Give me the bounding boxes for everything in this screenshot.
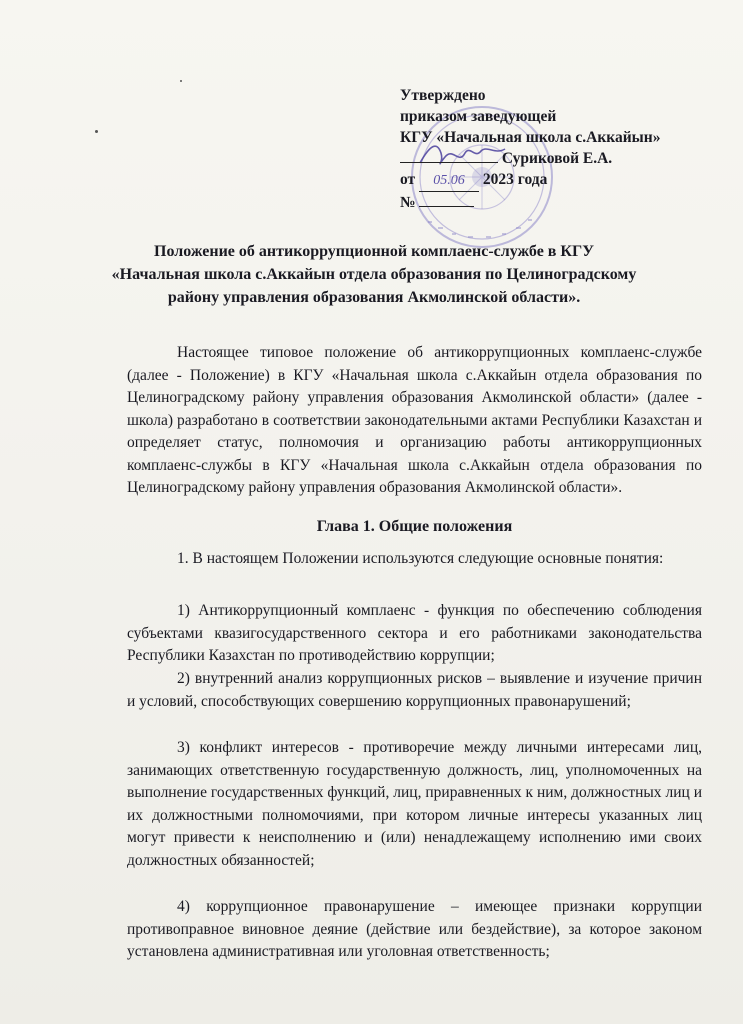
approval-block <box>400 85 720 213</box>
chapter-heading: Глава 1. Общие положения <box>316 518 513 535</box>
date-suffix: 2023 года <box>482 171 548 188</box>
approval-organization: КГУ «Начальная школа с.Аккайын» <box>400 129 661 146</box>
document-title <box>90 240 658 309</box>
definition-3: 3) конфликт интересов - противоречие между личными интересами лиц, занимающих ответственную государственную должность, лиц, уполномоченных на выполнение государственных функций, лиц, приравненных к ним, должностных лиц и их должностными полномочиями, при котором личные интересы указанных лиц могут привести к неисполнению и (или) ненадлежащему исполнению ими своих должностных обязанностей; <box>127 739 702 869</box>
scan-speck <box>95 130 98 133</box>
approval-approved: Утверждено <box>400 87 486 104</box>
title-line-1: Положение об антикоррупционной комплаенс-службе в КГУ <box>154 243 594 260</box>
approval-signer: Суриковой Е.А. <box>501 150 613 167</box>
clause-1: 1. В настоящем Положении используются следующие основные понятия: <box>177 550 664 567</box>
approval-number-line <box>400 192 720 213</box>
date-prefix: от <box>400 171 416 188</box>
number-prefix: № <box>400 194 416 211</box>
definition-4: 4) коррупционное правонарушение – имеющее признаки коррупции противоправное виновное деяние (действие или бездействие), за которое законом установлена административная или уголовная ответственность; <box>127 898 702 960</box>
approval-date-value: 05.06 <box>419 170 479 192</box>
definition-2: 2) внутренний анализ коррупционных рисков – выявление и изучение причин и условий, способствующих совершению коррупционных правонарушений; <box>127 670 702 710</box>
title-line-2: «Начальная школа с.Аккайын отдела образования по Целиноградскому <box>111 266 637 283</box>
signature-line <box>400 148 498 163</box>
title-line-3: району управления образования Акмолинской области». <box>167 289 581 306</box>
approval-date-line <box>400 169 720 192</box>
number-blank <box>419 192 474 207</box>
approval-signer-line <box>400 148 720 169</box>
intro-paragraph: Настоящее типовое положение об антикоррупционных комплаенс-службе (далее - Положение) в КГУ «Начальная школа с.Аккайын отдела образования по Целиноградскому району управления образования Акмолинской области» (далее - школа) разработано в соответствии законодательными актами Республики Казахстан и определяет статус, полномочия и организацию работы антикоррупционных комплаенс-службы в КГУ «Начальная школа с.Аккайын отдела образования по Целиноградскому району управления образования Акмолинской области». <box>127 344 702 496</box>
approval-order: приказом заведующей <box>400 108 557 125</box>
definition-1: 1) Антикоррупционный комплаенс - функция по обеспечению соблюдения субъектами квазигосударственного сектора и его работниками законодательства Республики Казахстан по противодействию коррупции; <box>127 602 702 664</box>
scan-speck <box>180 80 182 82</box>
